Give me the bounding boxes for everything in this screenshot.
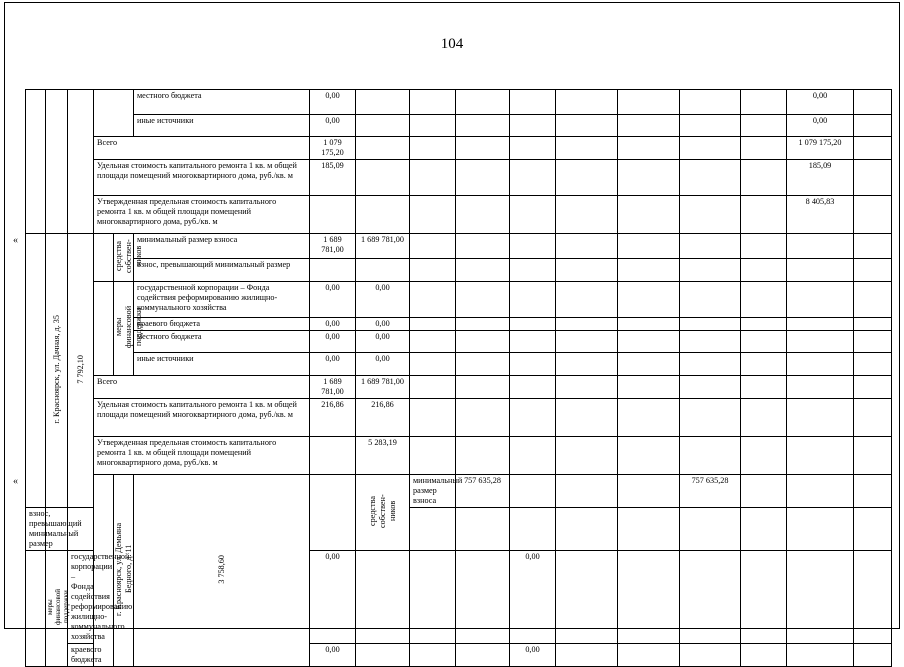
table-row — [26, 331, 892, 353]
row-label: взнос, превышающий минимальный размер — [134, 258, 310, 281]
empty-cell — [94, 234, 114, 282]
owners-group-cell: средства собствен-ников — [114, 234, 134, 282]
value-cell: 0,00 — [356, 318, 410, 331]
value-cell: 1 079 175,20 — [310, 137, 356, 160]
owners-group-cell: средства собствен-ников — [356, 475, 410, 551]
row-label: краевого бюджета — [68, 644, 94, 667]
row-label: иные источники — [134, 353, 310, 376]
value-cell: 0,00 — [310, 115, 356, 137]
table-row — [26, 258, 892, 281]
support-group-cell: меры финансовой поддержки — [114, 282, 134, 376]
table-row — [26, 376, 892, 399]
empty-cell — [94, 90, 134, 137]
row-label: Утвержденная предельная стоимость капитального ремонта 1 кв. м общей площади помещений многоквартирного дома, руб./кв. м — [94, 196, 310, 234]
table-row — [26, 399, 892, 437]
table-row — [26, 160, 892, 196]
row-label: минимальный размер взноса — [410, 475, 456, 508]
row-label: государственной корпорации – Фонда содействия реформированию жилищно-коммунального хозяйства — [134, 282, 310, 318]
quote-mark: « — [13, 235, 18, 246]
table-row — [26, 196, 892, 234]
row-label: минимальный размер взноса — [134, 234, 310, 259]
value-cell: 0,00 — [356, 331, 410, 353]
row-label: Всего — [94, 137, 310, 160]
address-cell: г. Красноярск, ул. Дачная, д. 35 — [46, 234, 68, 508]
area-cell: 7 792,10 — [68, 234, 94, 508]
value-cell: 0,00 — [510, 644, 556, 667]
table-row — [26, 475, 892, 508]
value-cell: 1 689 781,00 — [310, 376, 356, 399]
table-row — [26, 137, 892, 160]
table-row — [26, 282, 892, 318]
empty-cell — [94, 282, 114, 376]
value-cell: 216,86 — [310, 399, 356, 437]
value-cell: 0,00 — [787, 115, 854, 137]
value-cell: 0,00 — [310, 282, 356, 318]
value-cell: 0,00 — [787, 90, 854, 115]
value-cell: 1 689 781,00 — [356, 234, 410, 259]
value-cell: 0,00 — [310, 90, 356, 115]
row-label: краевого бюджета — [134, 318, 310, 331]
table-row — [26, 318, 892, 331]
empty-cell — [310, 475, 356, 551]
value-cell: 757 635,28 — [680, 475, 741, 508]
table-row — [26, 90, 892, 115]
value-cell: 8 405,83 — [787, 196, 854, 234]
area-cell: 3 758,60 — [134, 475, 310, 667]
support-group-cell: меры финансовой поддержки — [46, 551, 68, 667]
value-cell: 5 283,19 — [356, 437, 410, 475]
value-cell: 1 079 175,20 — [787, 137, 854, 160]
row-label: государственной корпорации – Фонда содействия реформированию жилищно-коммунального хозяйства — [68, 551, 94, 644]
value-cell: 0,00 — [310, 551, 356, 644]
value-cell: 0,00 — [510, 551, 556, 644]
row-label: взнос, превышающий минимальный размер — [26, 508, 46, 551]
table-row — [26, 234, 892, 259]
empty-cell — [46, 90, 68, 234]
address-cell: г. Красноярск, ул. Демьяна Бедного, д. 11 — [114, 475, 134, 667]
empty-cell — [26, 234, 46, 508]
table-row — [26, 115, 892, 137]
value-cell: 1 689 781,00 — [356, 376, 410, 399]
value-cell: 0,00 — [310, 331, 356, 353]
value-cell: 0,00 — [310, 318, 356, 331]
empty-cell — [68, 90, 94, 234]
table-row — [26, 437, 892, 475]
value-cell: 757 635,28 — [456, 475, 510, 508]
row-label: местного бюджета — [134, 90, 310, 115]
row-label: Всего — [94, 376, 310, 399]
quote-mark: « — [13, 476, 18, 487]
value-cell: 0,00 — [310, 353, 356, 376]
row-label: Удельная стоимость капитального ремонта 1 кв. м общей площади помещений многоквартирного дома, руб./кв. м — [94, 399, 310, 437]
value-cell: 185,09 — [310, 160, 356, 196]
value-cell: 216,86 — [356, 399, 410, 437]
value-cell: 0,00 — [310, 644, 356, 667]
row-label: иные источники — [134, 115, 310, 137]
row-label: местного бюджета — [134, 331, 310, 353]
table-row — [26, 353, 892, 376]
value-cell: 0,00 — [356, 282, 410, 318]
value-cell: 185,09 — [787, 160, 854, 196]
empty-cell — [26, 90, 46, 234]
repair-cost-table — [25, 89, 892, 667]
value-cell: 0,00 — [356, 353, 410, 376]
value-cell: 1 689 781,00 — [310, 234, 356, 259]
row-label: Утвержденная предельная стоимость капитального ремонта 1 кв. м общей площади помещений многоквартирного дома, руб./кв. м — [94, 437, 310, 475]
empty-cell — [26, 551, 46, 667]
page-number: 104 — [440, 36, 464, 52]
row-label: Удельная стоимость капитального ремонта 1 кв. м общей площади помещений многоквартирного дома, руб./кв. м — [94, 160, 310, 196]
